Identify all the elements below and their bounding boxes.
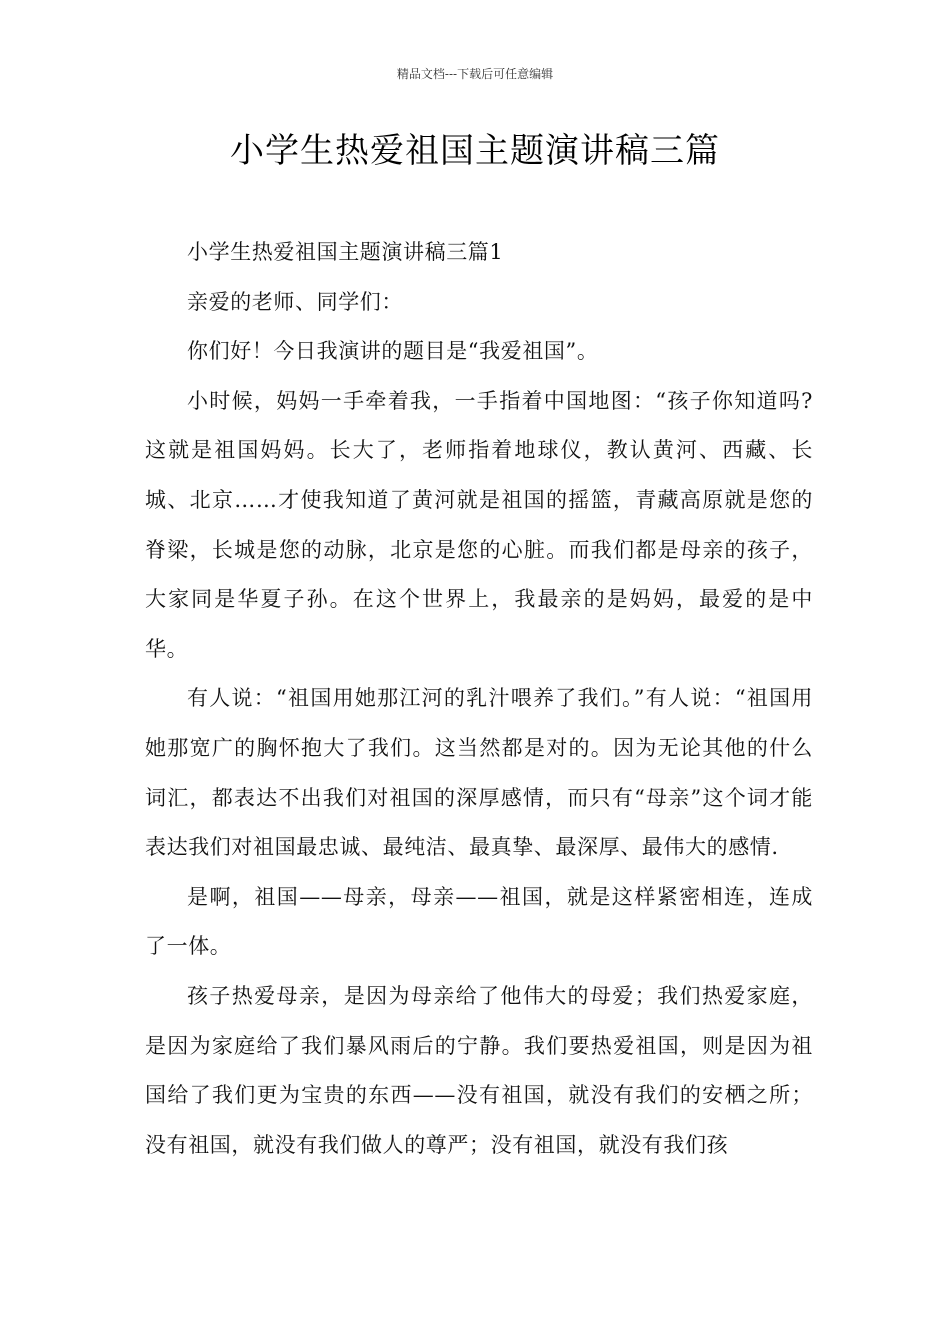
body-paragraph: 是啊，祖国——母亲，母亲——祖国，就是这样紧密相连，连成了一体。 [145, 884, 813, 959]
body-paragraph: 有人说：“祖国用她那江河的乳汁喂养了我们。”有人说：“祖国用她那宽广的胸怀抱大了我们。这当然都是对的。因为无论其他的什么词汇，都表达不出我们对祖国的深厚感情，而只有“母亲”这个词才能表达我们对祖国最忠诚、最纯洁、最真挚、最深厚、最伟大的感情. [145, 686, 813, 860]
section-heading: 小学生热爱祖国主题演讲稿三篇1 [187, 240, 504, 264]
header-note: 精品文档---下载后可任意编辑 [396, 67, 554, 81]
document-body [145, 228, 813, 1170]
greeting-paragraph: 你们好！今日我演讲的题目是“我爱祖国”。 [187, 339, 599, 364]
body-paragraph: 孩子热爱母亲，是因为母亲给了他伟大的母爱；我们热爱家庭，是因为家庭给了我们暴风雨后的宁静。我们要热爱祖国，则是因为祖国给了我们更为宝贵的东西——没有祖国，就没有我们的安栖之所；没有祖国，就没有我们做人的尊严；没有祖国，就没有我们孩 [145, 983, 813, 1157]
salutation-paragraph: 亲爱的老师、同学们： [187, 289, 403, 314]
body-paragraph: 小时候，妈妈一手牵着我，一手指着中国地图：“孩子你知道吗?这就是祖国妈妈。长大了，老师指着地球仪，教认黄河、西藏、长城、北京……才使我知道了黄河就是祖国的摇篮，青藏高原就是您的脊梁，长城是您的动脉，北京是您的心脏。而我们都是母亲的孩子，大家同是华夏子孙。在这个世界上，我最亲的是妈妈，最爱的是中华。 [145, 388, 813, 661]
document-title: 小学生热爱祖国主题演讲稿三篇 [230, 131, 720, 171]
